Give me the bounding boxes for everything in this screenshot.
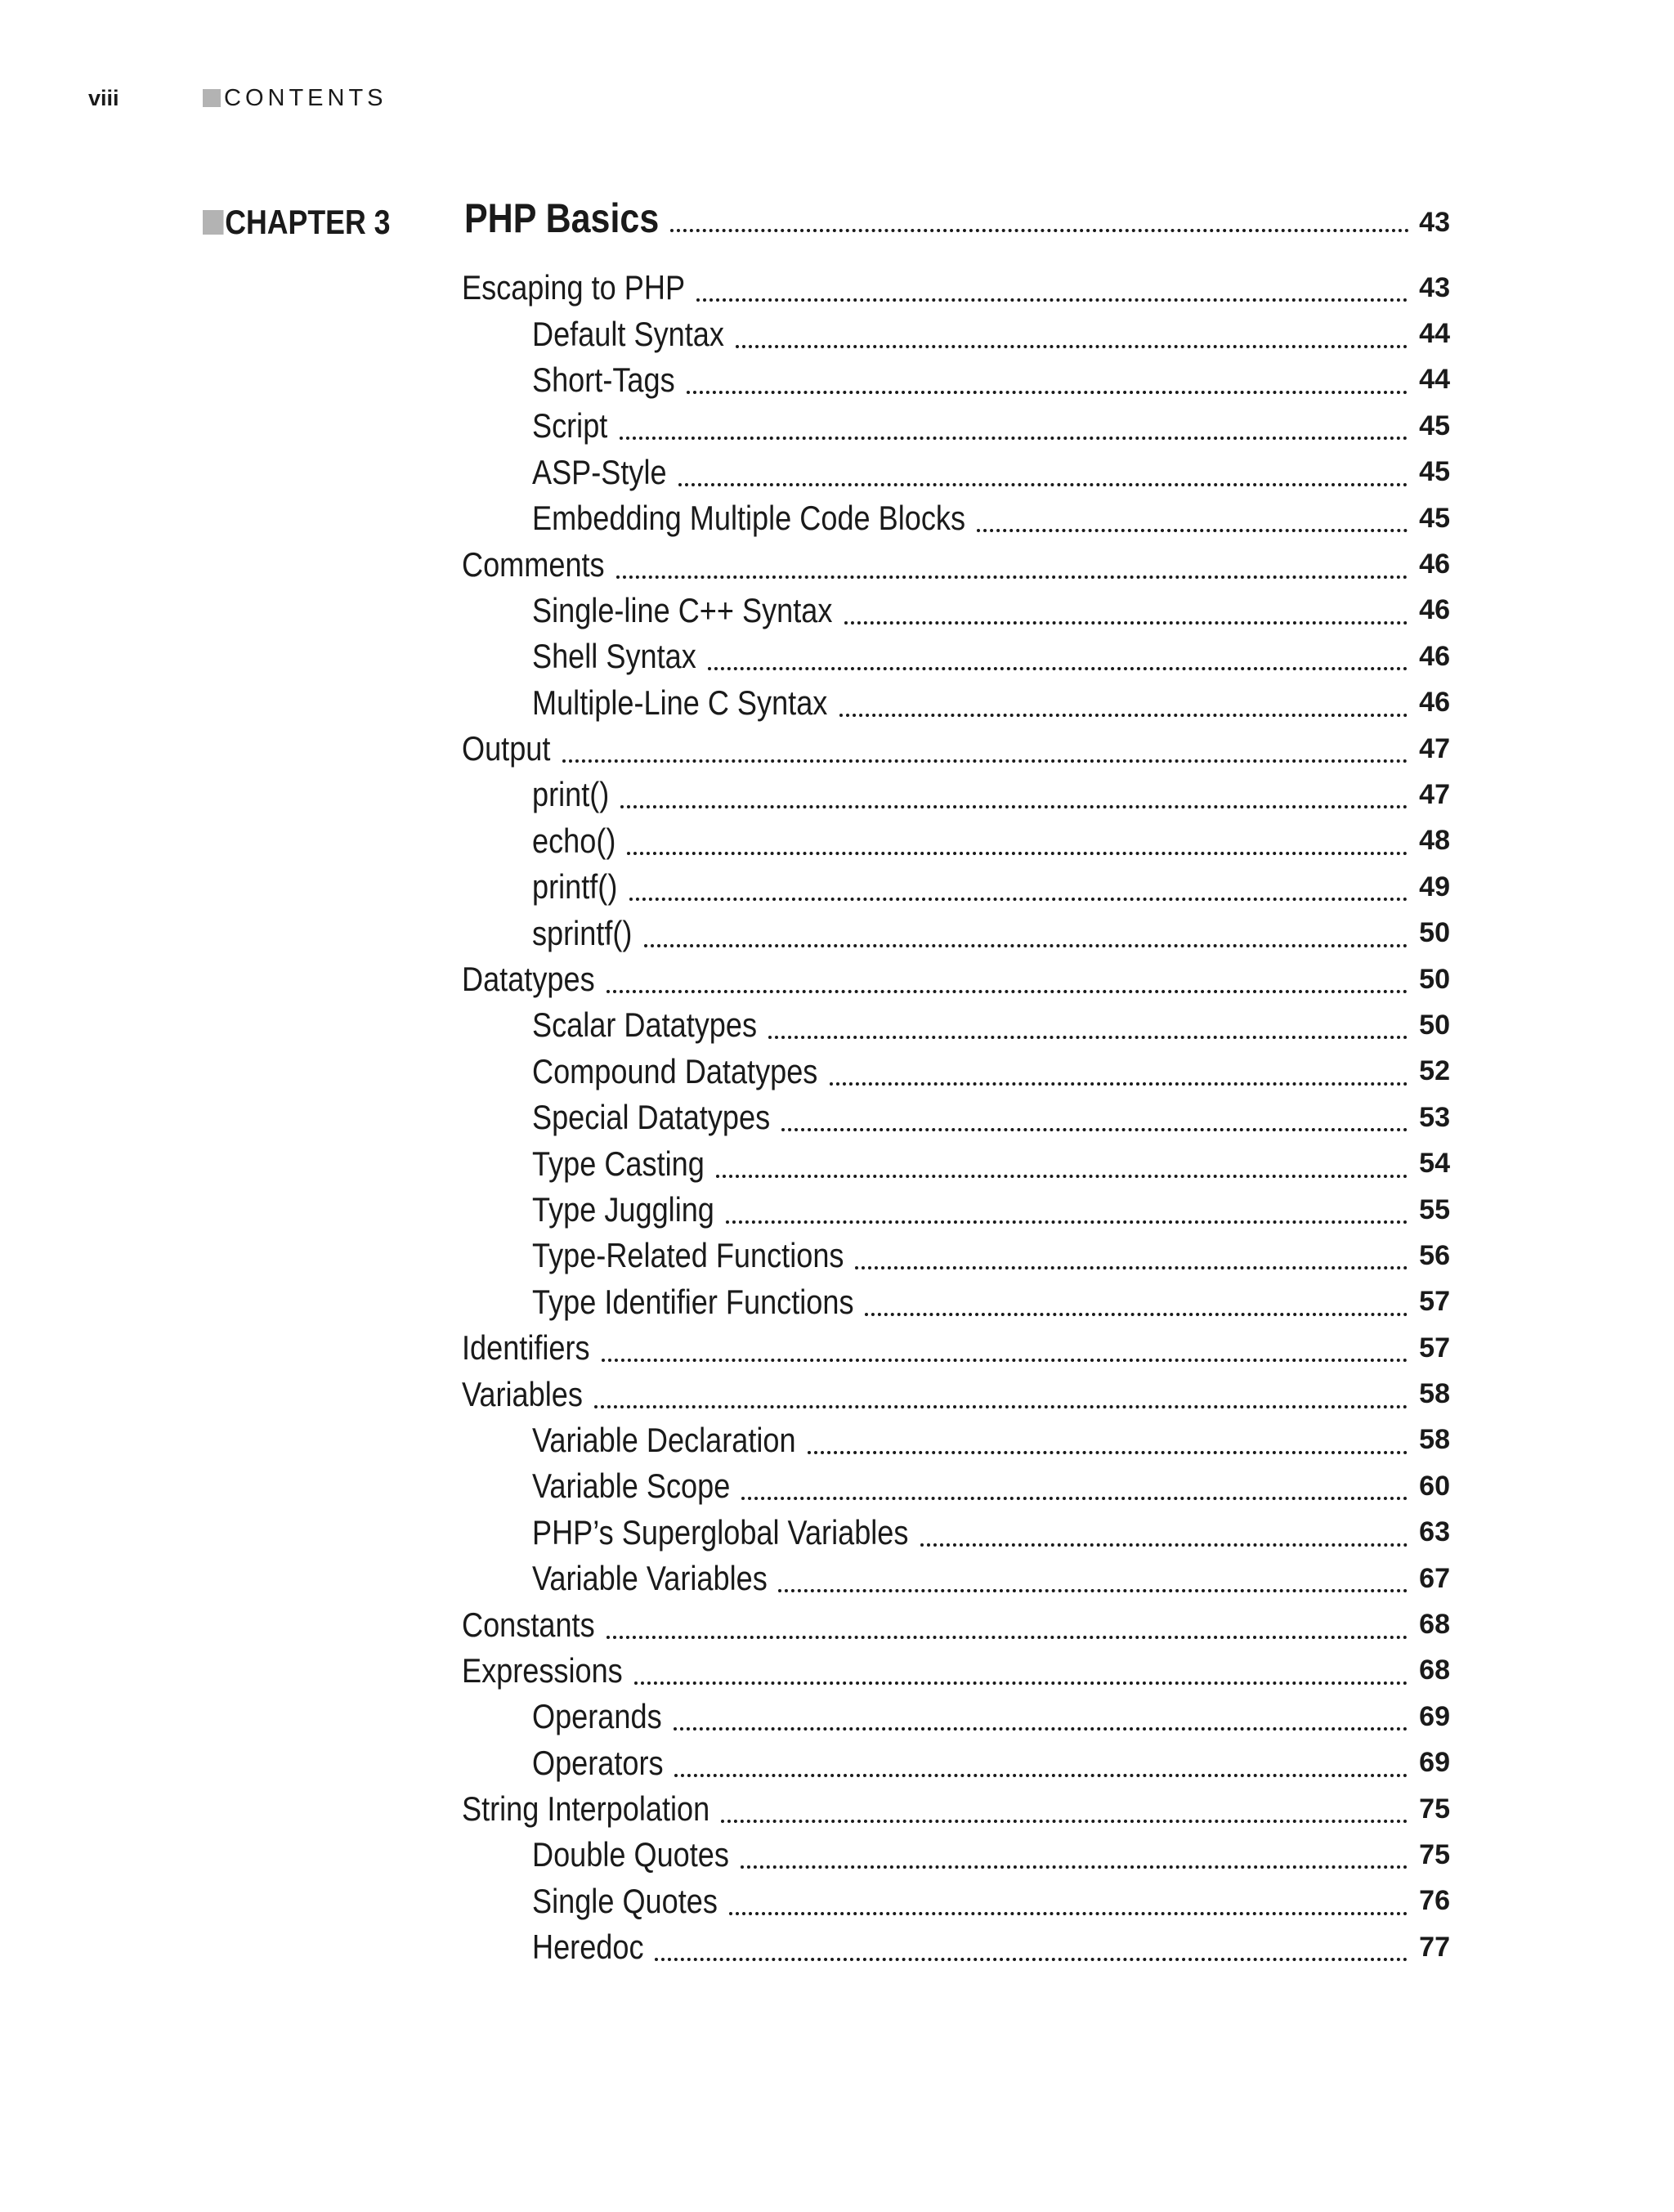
toc-entry-page: 44	[1419, 364, 1450, 396]
dot-leader	[865, 1301, 1408, 1316]
toc-entry-title: Single Quotes	[532, 1881, 718, 1920]
dot-leader	[606, 1624, 1408, 1639]
toc-subsection-entry[interactable]	[462, 1556, 1450, 1601]
dot-leader	[696, 287, 1408, 302]
dot-leader	[708, 656, 1408, 670]
toc-entry-title: Comments	[462, 544, 605, 584]
toc-entry-page: 75	[1419, 1793, 1450, 1825]
toc-entry-page: 69	[1419, 1747, 1450, 1779]
dot-leader	[716, 1163, 1408, 1178]
dot-leader	[977, 517, 1408, 532]
toc-subsection-entry[interactable]	[462, 357, 1450, 403]
toc-entry-title: Shell Syntax	[532, 637, 696, 676]
dot-leader	[781, 1117, 1408, 1131]
toc-subsection-entry[interactable]	[462, 1924, 1450, 1970]
dot-leader	[729, 1901, 1408, 1915]
dot-leader	[620, 794, 1408, 808]
dot-leader	[778, 1578, 1408, 1592]
square-marker-icon	[203, 210, 224, 235]
toc-subsection-entry[interactable]	[462, 910, 1450, 956]
toc-subsection-entry[interactable]	[462, 818, 1450, 864]
toc-entry-page: 47	[1419, 778, 1450, 810]
dot-leader	[741, 1485, 1408, 1500]
toc-entry-page: 58	[1419, 1424, 1450, 1456]
toc-entry-title: Short-Tags	[532, 360, 675, 399]
toc-section-entry[interactable]	[462, 1786, 1450, 1832]
toc-entry-page: 57	[1419, 1286, 1450, 1318]
dot-leader	[616, 564, 1408, 579]
toc-entry-title: Type Juggling	[532, 1190, 714, 1229]
toc-entry-title: Expressions	[462, 1650, 623, 1690]
toc-section-entry[interactable]	[462, 265, 1450, 311]
toc-entry-title: Default Syntax	[532, 314, 724, 353]
toc-entry-title: Operands	[532, 1697, 662, 1736]
toc-entry-page: 47	[1419, 732, 1450, 764]
toc-subsection-entry[interactable]	[462, 450, 1450, 495]
toc-entry-title: Output	[462, 729, 551, 768]
chapter-label	[203, 203, 425, 242]
toc-entry-title: echo()	[532, 821, 616, 860]
toc-subsection-entry[interactable]	[462, 864, 1450, 910]
toc-subsection-entry[interactable]	[462, 588, 1450, 634]
chapter-page-number: 43	[1419, 207, 1450, 238]
toc-entry-title: Variable Declaration	[532, 1420, 796, 1459]
toc-entry-page: 43	[1419, 271, 1450, 303]
toc-entry-title: Variable Scope	[532, 1466, 731, 1506]
toc-entry-title: Embedding Multiple Code Blocks	[532, 499, 966, 538]
dot-leader	[808, 1440, 1408, 1454]
toc-entry-title: sprintf()	[532, 913, 633, 952]
toc-entry-title: Double Quotes	[532, 1835, 729, 1874]
toc-subsection-entry[interactable]	[462, 311, 1450, 356]
toc-entry-title: Compound Datatypes	[532, 1051, 818, 1090]
running-head	[203, 85, 387, 112]
chapter-heading	[203, 190, 1450, 242]
toc-entry-page: 45	[1419, 502, 1450, 534]
toc-entry-page: 45	[1419, 410, 1450, 441]
toc-entry-page: 48	[1419, 825, 1450, 857]
toc-subsection-entry[interactable]	[462, 495, 1450, 541]
toc-entry-page: 68	[1419, 1609, 1450, 1641]
dot-leader	[620, 425, 1408, 440]
dot-leader	[741, 1854, 1408, 1869]
toc-entry-page: 68	[1419, 1655, 1450, 1686]
toc-subsection-entry[interactable]	[462, 1140, 1450, 1186]
toc-subsection-entry[interactable]	[462, 1694, 1450, 1740]
dot-leader	[562, 748, 1408, 763]
dot-leader	[687, 379, 1408, 394]
toc-entry-page: 76	[1419, 1885, 1450, 1917]
toc-section-entry[interactable]	[462, 956, 1450, 1002]
toc-section-entry[interactable]	[462, 1371, 1450, 1417]
toc-subsection-entry[interactable]	[462, 1417, 1450, 1463]
dot-leader	[606, 978, 1408, 993]
toc-entry-title: Heredoc	[532, 1928, 644, 1967]
dot-leader	[602, 1347, 1408, 1362]
toc-entry-page: 56	[1419, 1239, 1450, 1271]
toc-entry-title: Type Casting	[532, 1144, 705, 1183]
toc-entry-page: 69	[1419, 1700, 1450, 1732]
dot-leader	[629, 886, 1408, 901]
toc-entry-title: Type Identifier Functions	[532, 1282, 854, 1321]
toc-subsection-entry[interactable]	[462, 772, 1450, 817]
chapter-title: PHP Basics	[464, 195, 660, 241]
toc-subsection-entry[interactable]	[462, 1187, 1450, 1233]
page-header	[88, 83, 387, 113]
toc-subsection-entry[interactable]	[462, 1463, 1450, 1509]
chapter-label-text: CHAPTER 3	[225, 203, 391, 241]
toc-entry-title: Constants	[462, 1605, 595, 1644]
toc-entry-page: 50	[1419, 963, 1450, 995]
dot-leader	[830, 1071, 1408, 1086]
toc-entry-title: Identifiers	[462, 1328, 590, 1368]
toc-subsection-entry[interactable]	[462, 1233, 1450, 1278]
dot-leader	[634, 1670, 1408, 1685]
toc-entry-page: 54	[1419, 1148, 1450, 1180]
toc-section-entry[interactable]	[462, 1648, 1450, 1694]
toc-entry-page: 53	[1419, 1101, 1450, 1133]
toc-entry-title: Escaping to PHP	[462, 268, 686, 307]
toc-subsection-entry[interactable]	[462, 1878, 1450, 1924]
toc-section-entry[interactable]	[462, 541, 1450, 587]
dot-leader	[726, 1209, 1408, 1224]
toc-entry-page: 55	[1419, 1193, 1450, 1225]
toc-entry-title: Variable Variables	[532, 1559, 768, 1598]
toc-entry-page: 57	[1419, 1332, 1450, 1363]
toc-entry-title: Script	[532, 406, 608, 446]
toc-entry-page: 60	[1419, 1470, 1450, 1502]
toc-entry-title: Single-line C++ Syntax	[532, 590, 833, 629]
dot-leader	[674, 1762, 1408, 1777]
toc-subsection-entry[interactable]	[462, 403, 1450, 449]
dot-leader	[721, 1808, 1408, 1823]
toc-entry-title: ASP-Style	[532, 452, 667, 491]
toc-section-entry[interactable]	[462, 726, 1450, 772]
toc-entry-page: 77	[1419, 1931, 1450, 1963]
dot-leader	[670, 229, 1409, 232]
toc-entry-page: 45	[1419, 456, 1450, 488]
toc-subsection-entry[interactable]	[462, 1832, 1450, 1878]
toc-entry-page: 50	[1419, 1009, 1450, 1041]
dot-leader	[839, 702, 1408, 717]
toc-entry-title: Operators	[532, 1743, 664, 1782]
page-number: viii	[88, 85, 119, 110]
toc-entry-page: 50	[1419, 917, 1450, 949]
dot-leader	[768, 1024, 1408, 1039]
toc-entry-title: Special Datatypes	[532, 1098, 771, 1137]
dot-leader	[674, 1716, 1408, 1731]
toc-subsection-entry[interactable]	[462, 1095, 1450, 1140]
toc-subsection-entry[interactable]	[462, 1510, 1450, 1556]
toc-section-entry[interactable]	[462, 1601, 1450, 1647]
dot-leader	[644, 933, 1408, 947]
dot-leader	[736, 334, 1408, 348]
toc-subsection-entry[interactable]	[462, 1002, 1450, 1048]
toc-entry-page: 46	[1419, 640, 1450, 672]
toc-entry-title: String Interpolation	[462, 1789, 710, 1829]
toc-entry-title: Scalar Datatypes	[532, 1005, 758, 1045]
toc-entry-page: 58	[1419, 1378, 1450, 1410]
toc-entry-title: Type-Related Functions	[532, 1236, 844, 1275]
toc-subsection-entry[interactable]	[462, 1740, 1450, 1786]
toc-entry-title: print()	[532, 775, 610, 814]
square-marker-icon	[203, 89, 221, 107]
toc-list	[462, 265, 1450, 1970]
dot-leader	[627, 840, 1408, 855]
toc-entry-title: Variables	[462, 1374, 583, 1413]
toc-entry-page: 46	[1419, 549, 1450, 580]
toc-subsection-entry[interactable]	[462, 634, 1450, 679]
dot-leader	[678, 472, 1408, 486]
toc-entry-page: 46	[1419, 687, 1450, 719]
toc-entry-page: 67	[1419, 1562, 1450, 1594]
toc-section-entry[interactable]	[462, 1325, 1450, 1371]
dot-leader	[844, 610, 1408, 625]
running-head-text: CONTENTS	[224, 84, 387, 111]
toc-entry-page: 52	[1419, 1055, 1450, 1087]
toc-entry-page: 63	[1419, 1516, 1450, 1548]
toc-entry-page: 49	[1419, 871, 1450, 902]
toc-subsection-entry[interactable]	[462, 680, 1450, 726]
dot-leader	[855, 1255, 1408, 1269]
toc-entry-title: printf()	[532, 867, 618, 907]
toc-subsection-entry[interactable]	[462, 1279, 1450, 1325]
dot-leader	[920, 1532, 1408, 1547]
dot-leader	[594, 1394, 1408, 1408]
toc-entry-title: Datatypes	[462, 960, 595, 999]
toc-subsection-entry[interactable]	[462, 1049, 1450, 1095]
toc-entry-title: Multiple-Line C Syntax	[532, 683, 828, 722]
toc-entry-page: 44	[1419, 318, 1450, 350]
toc-entry-title: PHP’s Superglobal Variables	[532, 1512, 909, 1552]
toc-entry-page: 75	[1419, 1838, 1450, 1870]
dot-leader	[655, 1946, 1408, 1961]
toc-entry-page: 46	[1419, 594, 1450, 626]
